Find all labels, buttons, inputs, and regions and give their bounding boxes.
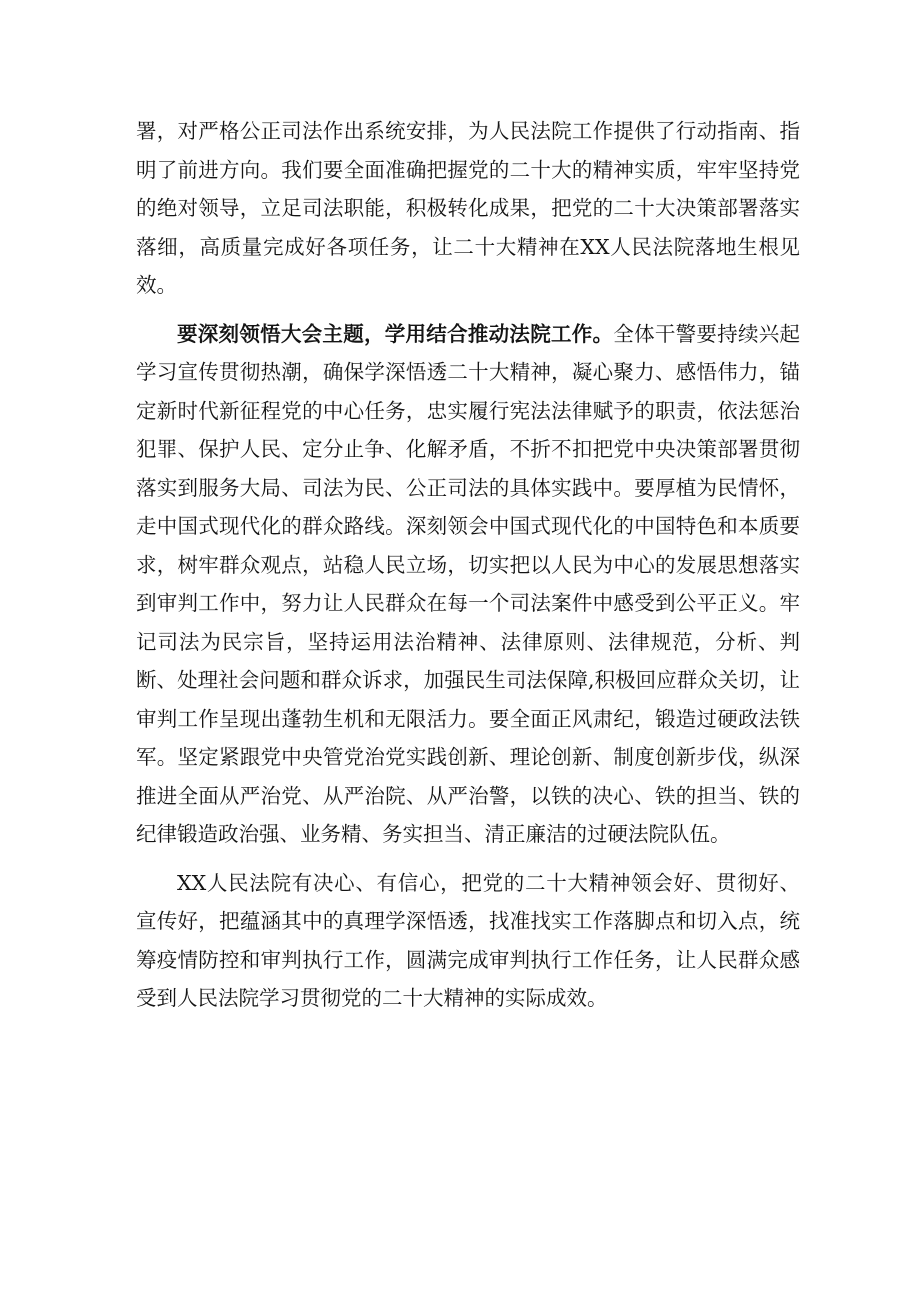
paragraph-text: XX人民法院有决心、有信心，把党的二十大精神领会好、贯彻好、宣传好，把蕴涵其中的真理学深悟透，找准找实工作落脚点和切入点，统筹疫情防控和审判执行工作，圆满完成审判执行工作任务，让人民群众感受到人民法院学习贯彻党的二十大精神的实际成效。 <box>136 870 800 1010</box>
paragraph-continuation <box>136 112 800 305</box>
document-body <box>136 112 800 1018</box>
paragraph-text: 署，对严格公正司法作出系统安排，为人民法院工作提供了行动指南、指明了前进方向。我们要全面准确把握党的二十大的精神实质，牢牢坚持党的绝对领导，立足司法职能，积极转化成果，把党的二十大决策部署落实落细，高质量完成好各项任务，让二十大精神在XX人民法院落地生根见效。 <box>136 119 800 297</box>
paragraph-court-work <box>136 315 800 854</box>
paragraph-text: 全体干警要持续兴起学习宣传贯彻热潮，确保学深悟透二十大精神，凝心聚力、感悟伟力，锚定新时代新征程党的中心任务，忠实履行宪法法律赋予的职责，依法惩治犯罪、保护人民、定分止争、化解矛盾，不折不扣把党中央决策部署贯彻落实到服务大局、司法为民、公正司法的具体实践中。要厚植为民情怀，走中国式现代化的群众路线。深刻领会中国式现代化的中国特色和本质要求，树牢群众观点，站稳人民立场，切实把以人民为中心的发展思想落实到审判工作中，努力让人民群众在每一个司法案件中感受到公平正义。牢记司法为民宗旨，坚持运用法治精神、法律原则、法律规范，分析、判断、处理社会问题和群众诉求，加强民生司法保障,积极回应群众关切，让审判工作呈现出蓬勃生机和无限活力。要全面正风肃纪，锻造过硬政法铁军。坚定紧跟党中央管党治党实践创新、理论创新、制度创新步伐，纵深推进全面从严治党、从严治院、从严治警，以铁的决心、铁的担当、铁的纪律锻造政治强、业务精、务实担当、清正廉洁的过硬法院队伍。 <box>136 321 801 846</box>
paragraph-conclusion <box>136 864 800 1018</box>
paragraph-lead-heading: 要深刻领悟大会主题，学用结合推动法院工作。 <box>177 321 614 346</box>
